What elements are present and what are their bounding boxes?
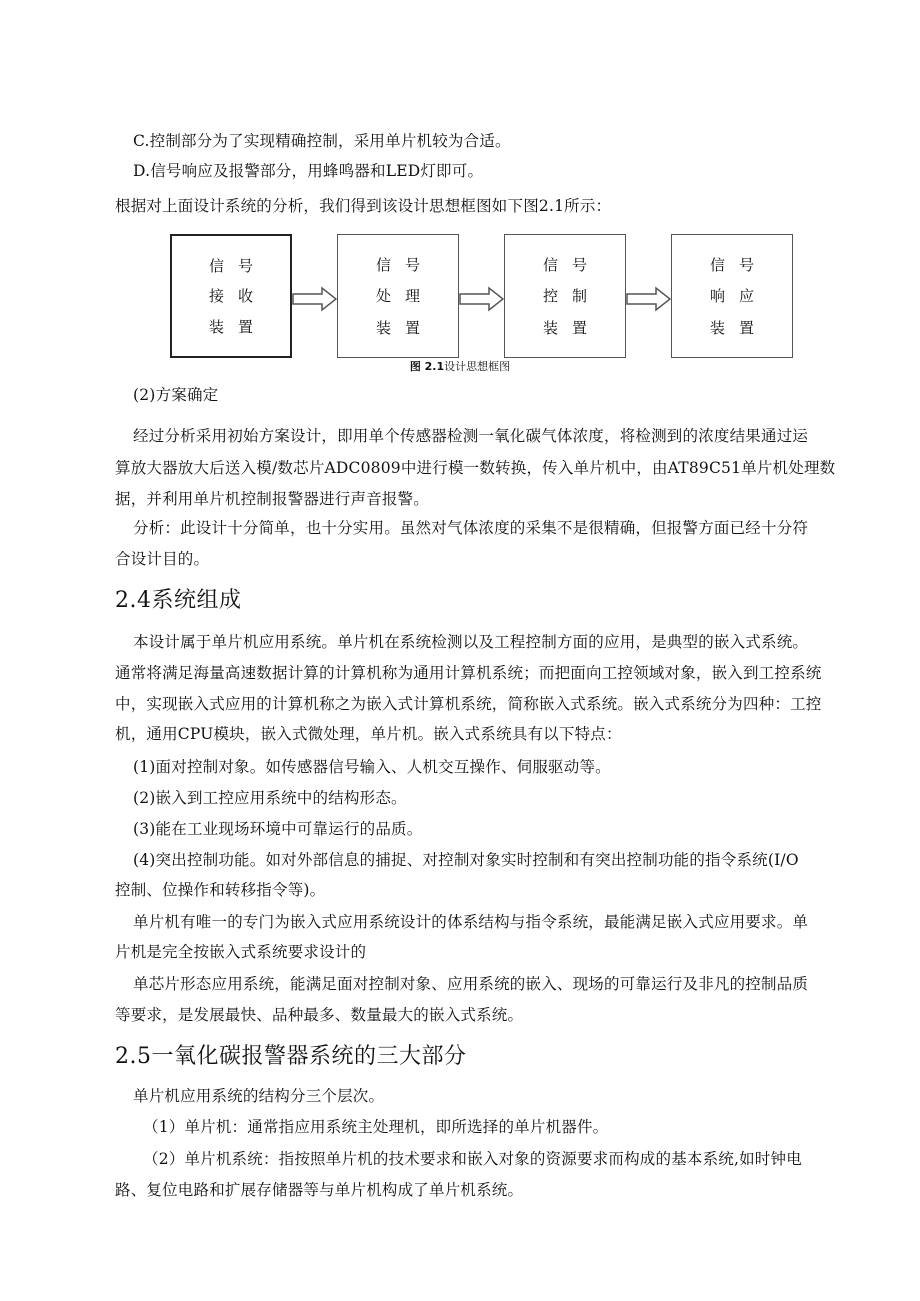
- feature-item: 控制、位操作和转移指令等)。: [115, 881, 326, 899]
- box-line: 接收: [208, 287, 267, 306]
- section-2-5-item: （1）单片机：通常指应用系统主处理机，即所选择的单片机器件。: [143, 1118, 609, 1136]
- box-line: 处理: [375, 287, 434, 306]
- feature-item: (4)突出控制功能。如对外部信息的捕捉、对控制对象实时控制和有突出控制功能的指令系统(I/O: [133, 851, 799, 869]
- box-line: 控制: [542, 287, 601, 306]
- plan-paragraph-line: 算放大器放大后送入模/数芯片ADC0809中进行模一数转换，传入单片机中，由AT89C51单片机处理数: [115, 459, 836, 477]
- feature-item: (3)能在工业现场环境中可靠运行的品质。: [133, 820, 423, 838]
- item-d-text: D.信号响应及报警部分，用蜂鸣器和LED灯即可。: [133, 162, 484, 180]
- figure-caption: [0, 359, 920, 375]
- analysis-paragraph-line: 合设计目的。: [115, 550, 210, 568]
- box-line: 响应: [709, 287, 768, 306]
- flow-arrow-icon: [292, 286, 337, 312]
- figure-title: 设计思想框图: [444, 360, 511, 373]
- section-2-4-line: 等要求，是发展最快、品种最多、数量最大的嵌入式系统。: [115, 1006, 524, 1024]
- feature-item: (2)嵌入到工控应用系统中的结构形态。: [133, 789, 407, 807]
- analysis-paragraph-line: 分析：此设计十分简单，也十分实用。虽然对气体浓度的采集不是很精确，但报警方面已经十分符: [133, 519, 809, 537]
- box-line: 装置: [542, 318, 601, 337]
- plan-paragraph-line: 据，并利用单片机控制报警器进行声音报警。: [115, 490, 430, 508]
- signal-response-box: [671, 234, 793, 358]
- flow-arrow-icon: [626, 286, 671, 312]
- section-2-4-line: 中，实现嵌入式应用的计算机称之为嵌入式计算机系统，简称嵌入式系统。嵌入式系统分为四种：工控: [115, 695, 822, 713]
- section-2-5-heading: 2.5一氧化碳报警器系统的三大部分: [115, 1044, 467, 1069]
- section-2-4-heading: 2.4系统组成: [115, 588, 242, 613]
- box-line: 信号: [375, 256, 434, 275]
- box-line: 装置: [208, 318, 267, 337]
- diagram-lead-in: 根据对上面设计系统的分析，我们得到该设计思想框图如下图2.1所示：: [115, 197, 612, 215]
- plan-heading: (2)方案确定: [133, 386, 219, 404]
- item-c-text: C.控制部分为了实现精确控制，采用单片机较为合适。: [133, 132, 511, 150]
- section-2-5-item: （2）单片机系统：指按照单片机的技术要求和嵌入对象的资源要求而构成的基本系统,如时钟电: [143, 1150, 802, 1168]
- box-line: 信号: [208, 256, 267, 275]
- section-2-4-line: 单芯片形态应用系统，能满足面对控制对象、应用系统的嵌入、现场的可靠运行及非凡的控制品质: [133, 975, 809, 993]
- section-2-5-item: 路、复位电路和扩展存储器等与单片机构成了单片机系统。: [115, 1181, 524, 1199]
- section-2-5-line: 单片机应用系统的结构分三个层次。: [133, 1087, 385, 1105]
- section-2-4-line: 片机是完全按嵌入式系统要求设计的: [115, 943, 367, 961]
- flow-arrow-icon: [459, 286, 504, 312]
- feature-item: (1)面对控制对象。如传感器信号输入、人机交互操作、伺服驱动等。: [133, 758, 611, 776]
- signal-process-box: [337, 234, 459, 358]
- box-line: 信号: [709, 256, 768, 275]
- section-2-4-line: 本设计属于单片机应用系统。单片机在系统检测以及工程控制方面的应用，是典型的嵌入式系统。: [133, 633, 809, 651]
- section-2-4-line: 机，通用CPU模块，嵌入式微处理，单片机。嵌入式系统具有以下特点：: [115, 725, 622, 743]
- section-2-4-line: 单片机有唯一的专门为嵌入式应用系统设计的体系结构与指令系统，最能满足嵌入式应用要求。单: [133, 913, 809, 931]
- section-2-4-line: 通常将满足海量高速数据计算的计算机称为通用计算机系统；而把面向工控领域对象，嵌入到工控系统: [115, 664, 822, 682]
- box-line: 装置: [709, 318, 768, 337]
- box-line: 装置: [375, 318, 434, 337]
- plan-paragraph-line: 经过分析采用初始方案设计，即用单个传感器检测一氧化碳气体浓度，将检测到的浓度结果通过运: [133, 427, 809, 445]
- figure-label: 图 2.1: [409, 360, 445, 373]
- signal-control-box: [504, 234, 626, 358]
- signal-receive-box: [170, 234, 292, 358]
- box-line: 信号: [542, 256, 601, 275]
